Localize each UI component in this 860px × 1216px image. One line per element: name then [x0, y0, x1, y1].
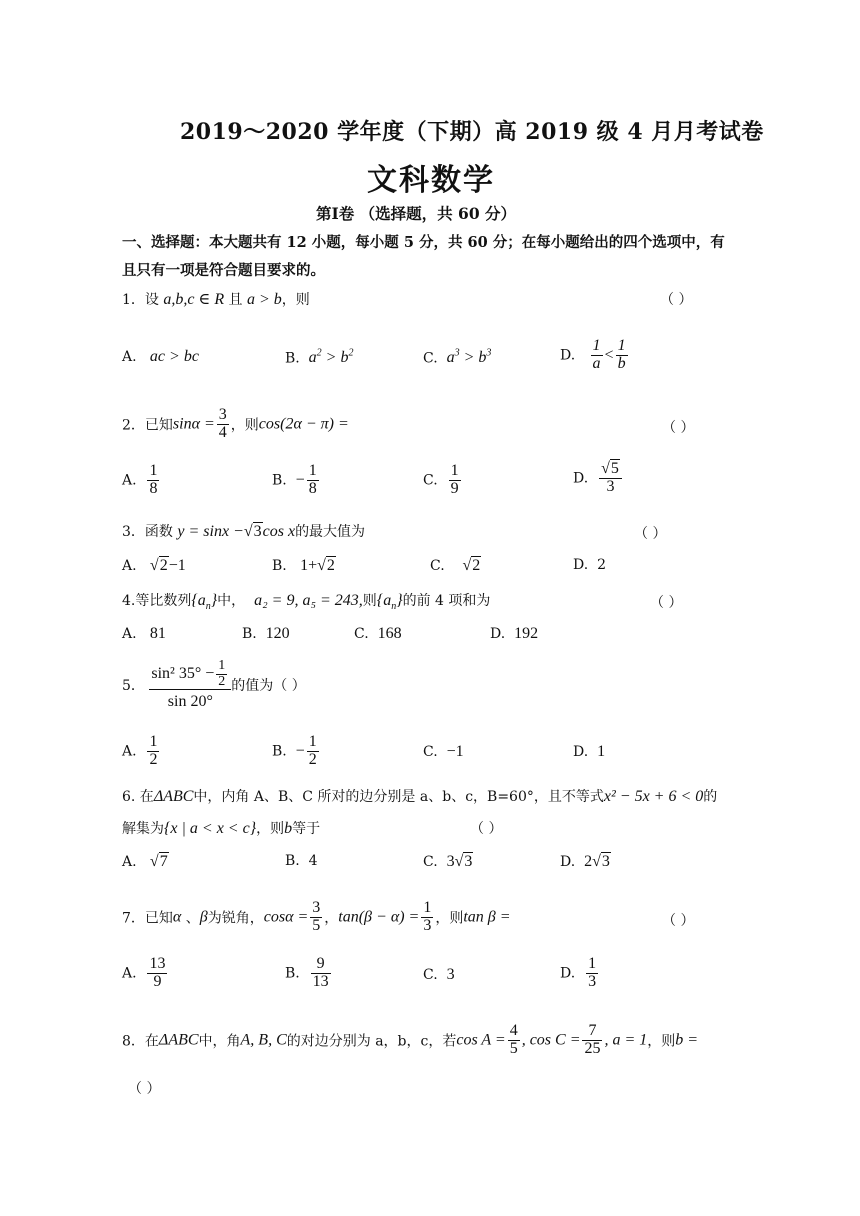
option-label: C.: [423, 744, 438, 760]
option-b: [242, 625, 290, 643]
math-expression: sinα =: [172, 415, 215, 433]
subject-title: 文科数学: [367, 163, 495, 198]
square-root: √2: [149, 557, 168, 574]
option-label: A.: [122, 965, 137, 982]
math-expression: , a = 1: [604, 1031, 648, 1049]
fraction: $\frac{4}{5}$: [509, 1022, 518, 1057]
option-d: D. $\frac{1}{a}$ < $\frac{1}{b}$: [560, 337, 626, 372]
fraction: $\frac{√5}{3}$: [599, 461, 622, 496]
question-text: ，则: [281, 292, 310, 308]
option-label: D.: [573, 557, 589, 573]
fraction: $\frac{1}{3}$: [423, 899, 432, 934]
question-3: [122, 521, 365, 541]
math-expression: ΔABC: [158, 1031, 199, 1049]
question-text: 等比数列: [135, 593, 192, 609]
option-label: A.: [122, 854, 137, 870]
question-text: 的前 4 项和为: [402, 593, 491, 609]
option-label: D.: [560, 854, 576, 870]
question-text: 的对边分别为 a，b，c，若: [286, 1033, 457, 1050]
math-expression: a₂ = 9, a₅ = 243,: [254, 592, 363, 609]
math-expression: tan β =: [463, 908, 511, 926]
fraction: $\frac{1}{9}$: [450, 462, 459, 497]
option-label: A.: [122, 558, 137, 574]
option-label: D.: [573, 744, 589, 760]
question-text: 在: [144, 1033, 159, 1050]
option-label: C.: [354, 626, 369, 642]
math-expression: $\{a_n\}$: [191, 592, 218, 613]
fraction: $\frac{7}{25}$: [584, 1022, 601, 1057]
math-expression: x² − 5x + 6 < 0: [603, 788, 704, 805]
math-expression: ΔABC: [153, 788, 194, 805]
answer-bracket: （ ）: [650, 595, 683, 611]
square-root: √2: [462, 557, 481, 574]
math-expression: tan(β − α) =: [338, 908, 420, 926]
part-title: 第Ⅰ卷 （选择题，共 60 分）: [316, 204, 517, 223]
section-instructions-line2: 且只有一项是符合题目要求的。: [122, 262, 325, 279]
option-label: B.: [285, 965, 300, 982]
fraction: $\frac{3}{5}$: [312, 899, 321, 934]
option-a: [122, 853, 169, 871]
question-5: [122, 659, 306, 711]
question-number: 7．: [122, 910, 145, 927]
option-label: B.: [272, 743, 287, 760]
fraction: $\frac{1}{3}$: [588, 955, 597, 990]
math-expression: y = sinx −: [177, 523, 244, 540]
question-number: 4.: [122, 593, 136, 609]
option-a: [122, 348, 199, 366]
option-label: D.: [560, 965, 576, 982]
answer-bracket: （ ）: [660, 292, 693, 308]
question-number: 2．: [122, 417, 145, 434]
option-label: C.: [423, 472, 438, 489]
question-text: 且: [228, 292, 243, 308]
option-c: [423, 966, 455, 984]
fraction: $\frac{1}{2}$: [149, 733, 158, 768]
question-text: 中，: [217, 593, 246, 609]
answer-bracket: （ ）: [662, 420, 695, 436]
question-text: 设: [144, 292, 159, 308]
question-text: ，: [324, 910, 339, 927]
question-number: 8．: [122, 1033, 145, 1050]
option-d: [573, 461, 624, 496]
question-text: 的最大值为: [295, 524, 366, 540]
option-c: [423, 348, 491, 367]
question-text: ，则: [256, 821, 285, 837]
square-root: √7: [149, 853, 168, 870]
question-number: 5．: [122, 678, 145, 695]
option-d: [573, 557, 606, 573]
math-expression: β: [199, 908, 208, 926]
fraction: $\frac{1}{2}$: [308, 733, 317, 768]
option-a: [122, 557, 186, 575]
option-b: [285, 956, 333, 991]
question-4: [122, 590, 490, 612]
math-expression: $\{a_n\}$: [376, 592, 403, 613]
question-text: 中，内角 A、B、C 所对的边分别是 a、b、c，B=60°，且不等式: [193, 789, 604, 805]
option-value: 192: [514, 625, 539, 642]
option-value: $a^2 > b^2$: [308, 348, 354, 367]
answer-bracket: （ ）: [470, 821, 503, 837]
math-expression: {x | a < x < c}: [164, 820, 257, 837]
option-value: 2: [597, 557, 607, 573]
option-b: [285, 853, 318, 869]
exam-title: 2019～2020 学年度（下期）高 2019 级 4 月月考试卷: [180, 119, 764, 145]
math-expression: b =: [675, 1031, 699, 1049]
option-a: [122, 734, 161, 769]
option-c: [423, 463, 463, 498]
option-d: [490, 625, 538, 643]
option-d: [560, 956, 600, 991]
option-b: [285, 348, 353, 367]
math-expression: A, B, C: [240, 1031, 287, 1049]
option-value: 1+: [300, 557, 318, 574]
option-label: D.: [490, 626, 506, 642]
option-value: $a^3 > b^3$: [446, 348, 492, 367]
math-expression: cos A =: [456, 1031, 506, 1049]
question-2: [122, 407, 349, 442]
option-value: −1: [168, 557, 186, 574]
answer-bracket: （ ）: [662, 913, 695, 929]
question-number: 3．: [122, 524, 145, 540]
math-expression: a,b,c ∈ R: [163, 291, 225, 308]
option-label: C.: [423, 350, 438, 367]
fraction: $\frac{1}{8}$: [308, 462, 317, 497]
question-text: 已知: [144, 910, 173, 927]
square-root: √3: [243, 523, 262, 540]
option-a: [122, 463, 161, 498]
option-label: B.: [285, 350, 300, 367]
option-label: A.: [122, 626, 137, 642]
option-c: [430, 557, 481, 575]
option-label: C.: [423, 967, 438, 983]
option-a: [122, 956, 169, 991]
option-value: ac > bc: [149, 348, 199, 365]
question-text: 为锐角，: [207, 910, 264, 927]
option-d: [560, 853, 611, 871]
question-text: 6. 在: [122, 789, 154, 805]
question-text: 中，角: [198, 1033, 241, 1050]
option-label: A.: [122, 472, 137, 489]
option-label: A.: [122, 349, 137, 365]
math-expression: , cos C =: [521, 1031, 581, 1049]
question-number: 1．: [122, 292, 145, 308]
fraction: $\frac{1}{8}$: [149, 462, 158, 497]
option-label: C.: [423, 854, 438, 870]
question-text: 、: [185, 910, 200, 927]
option-value: −1: [446, 743, 464, 760]
option-b: B. − $\frac{1}{8}$: [272, 462, 317, 497]
option-label: C.: [430, 558, 445, 574]
question-8: [122, 1023, 698, 1058]
question-6-line2: [122, 818, 320, 838]
option-value: 3: [446, 966, 455, 983]
option-value: 4: [308, 853, 318, 869]
option-label: D.: [560, 347, 576, 364]
question-text: 的: [703, 789, 718, 805]
fraction: $\frac{1}{b}$: [617, 337, 626, 372]
fraction: $\frac{13}{9}$: [149, 955, 166, 990]
question-text: ，则: [435, 910, 464, 927]
option-label: B.: [242, 626, 257, 642]
question-text: 函数: [144, 524, 173, 540]
question-text: 等于: [292, 821, 321, 837]
option-c: [354, 625, 402, 643]
question-7: [122, 900, 511, 935]
option-value: 1: [597, 743, 606, 760]
option-value: 120: [265, 625, 290, 642]
option-a: [122, 625, 166, 643]
square-root: √2: [317, 557, 335, 574]
question-text: ，则: [647, 1033, 676, 1050]
option-value: 3: [446, 853, 455, 870]
math-expression: a > b: [247, 291, 282, 308]
option-b: B. − $\frac{1}{2}$: [272, 733, 317, 768]
option-c: [423, 743, 464, 761]
question-text: 已知: [144, 417, 173, 434]
option-c: [423, 853, 473, 871]
question-1: [122, 289, 310, 309]
math-expression: α: [172, 908, 182, 926]
option-value: 81: [149, 625, 166, 642]
fraction: $\frac{1}{a}$: [592, 337, 601, 372]
fraction: $\frac{9}{13}$: [312, 955, 329, 990]
option-label: A.: [122, 743, 137, 760]
math-expression: cosα =: [263, 908, 309, 926]
option-value: 2: [584, 853, 593, 870]
question-text: 解集为: [122, 821, 164, 837]
option-value: 168: [377, 625, 402, 642]
section-instructions-line1: 一、选择题：本大题共有 12 小题，每小题 5 分，共 60 分；在每小题给出的四个选项中，有: [122, 234, 725, 251]
math-expression: cos(2α − π) =: [258, 415, 349, 433]
question-6-line1: [122, 786, 717, 806]
option-b: [272, 557, 336, 575]
math-expression: b: [284, 820, 293, 837]
option-d: [573, 743, 605, 761]
question-text: 则: [362, 593, 377, 609]
option-label: B.: [272, 558, 287, 574]
question-text: ，则: [230, 417, 259, 434]
option-label: D.: [573, 470, 589, 487]
answer-bracket: （ ）: [128, 1081, 161, 1097]
option-label: B.: [285, 853, 300, 869]
compound-fraction: sin² 35° − $\frac{1}{2}$ sin 20°: [149, 659, 231, 711]
square-root: √3: [592, 853, 610, 870]
answer-bracket: （ ）: [634, 526, 667, 542]
option-label: B.: [272, 472, 287, 489]
fraction: $\frac{3}{4}$: [218, 406, 227, 441]
math-expression: cos x: [262, 523, 296, 540]
square-root: √3: [454, 853, 473, 870]
question-text: 的值为（ ）: [231, 678, 306, 695]
